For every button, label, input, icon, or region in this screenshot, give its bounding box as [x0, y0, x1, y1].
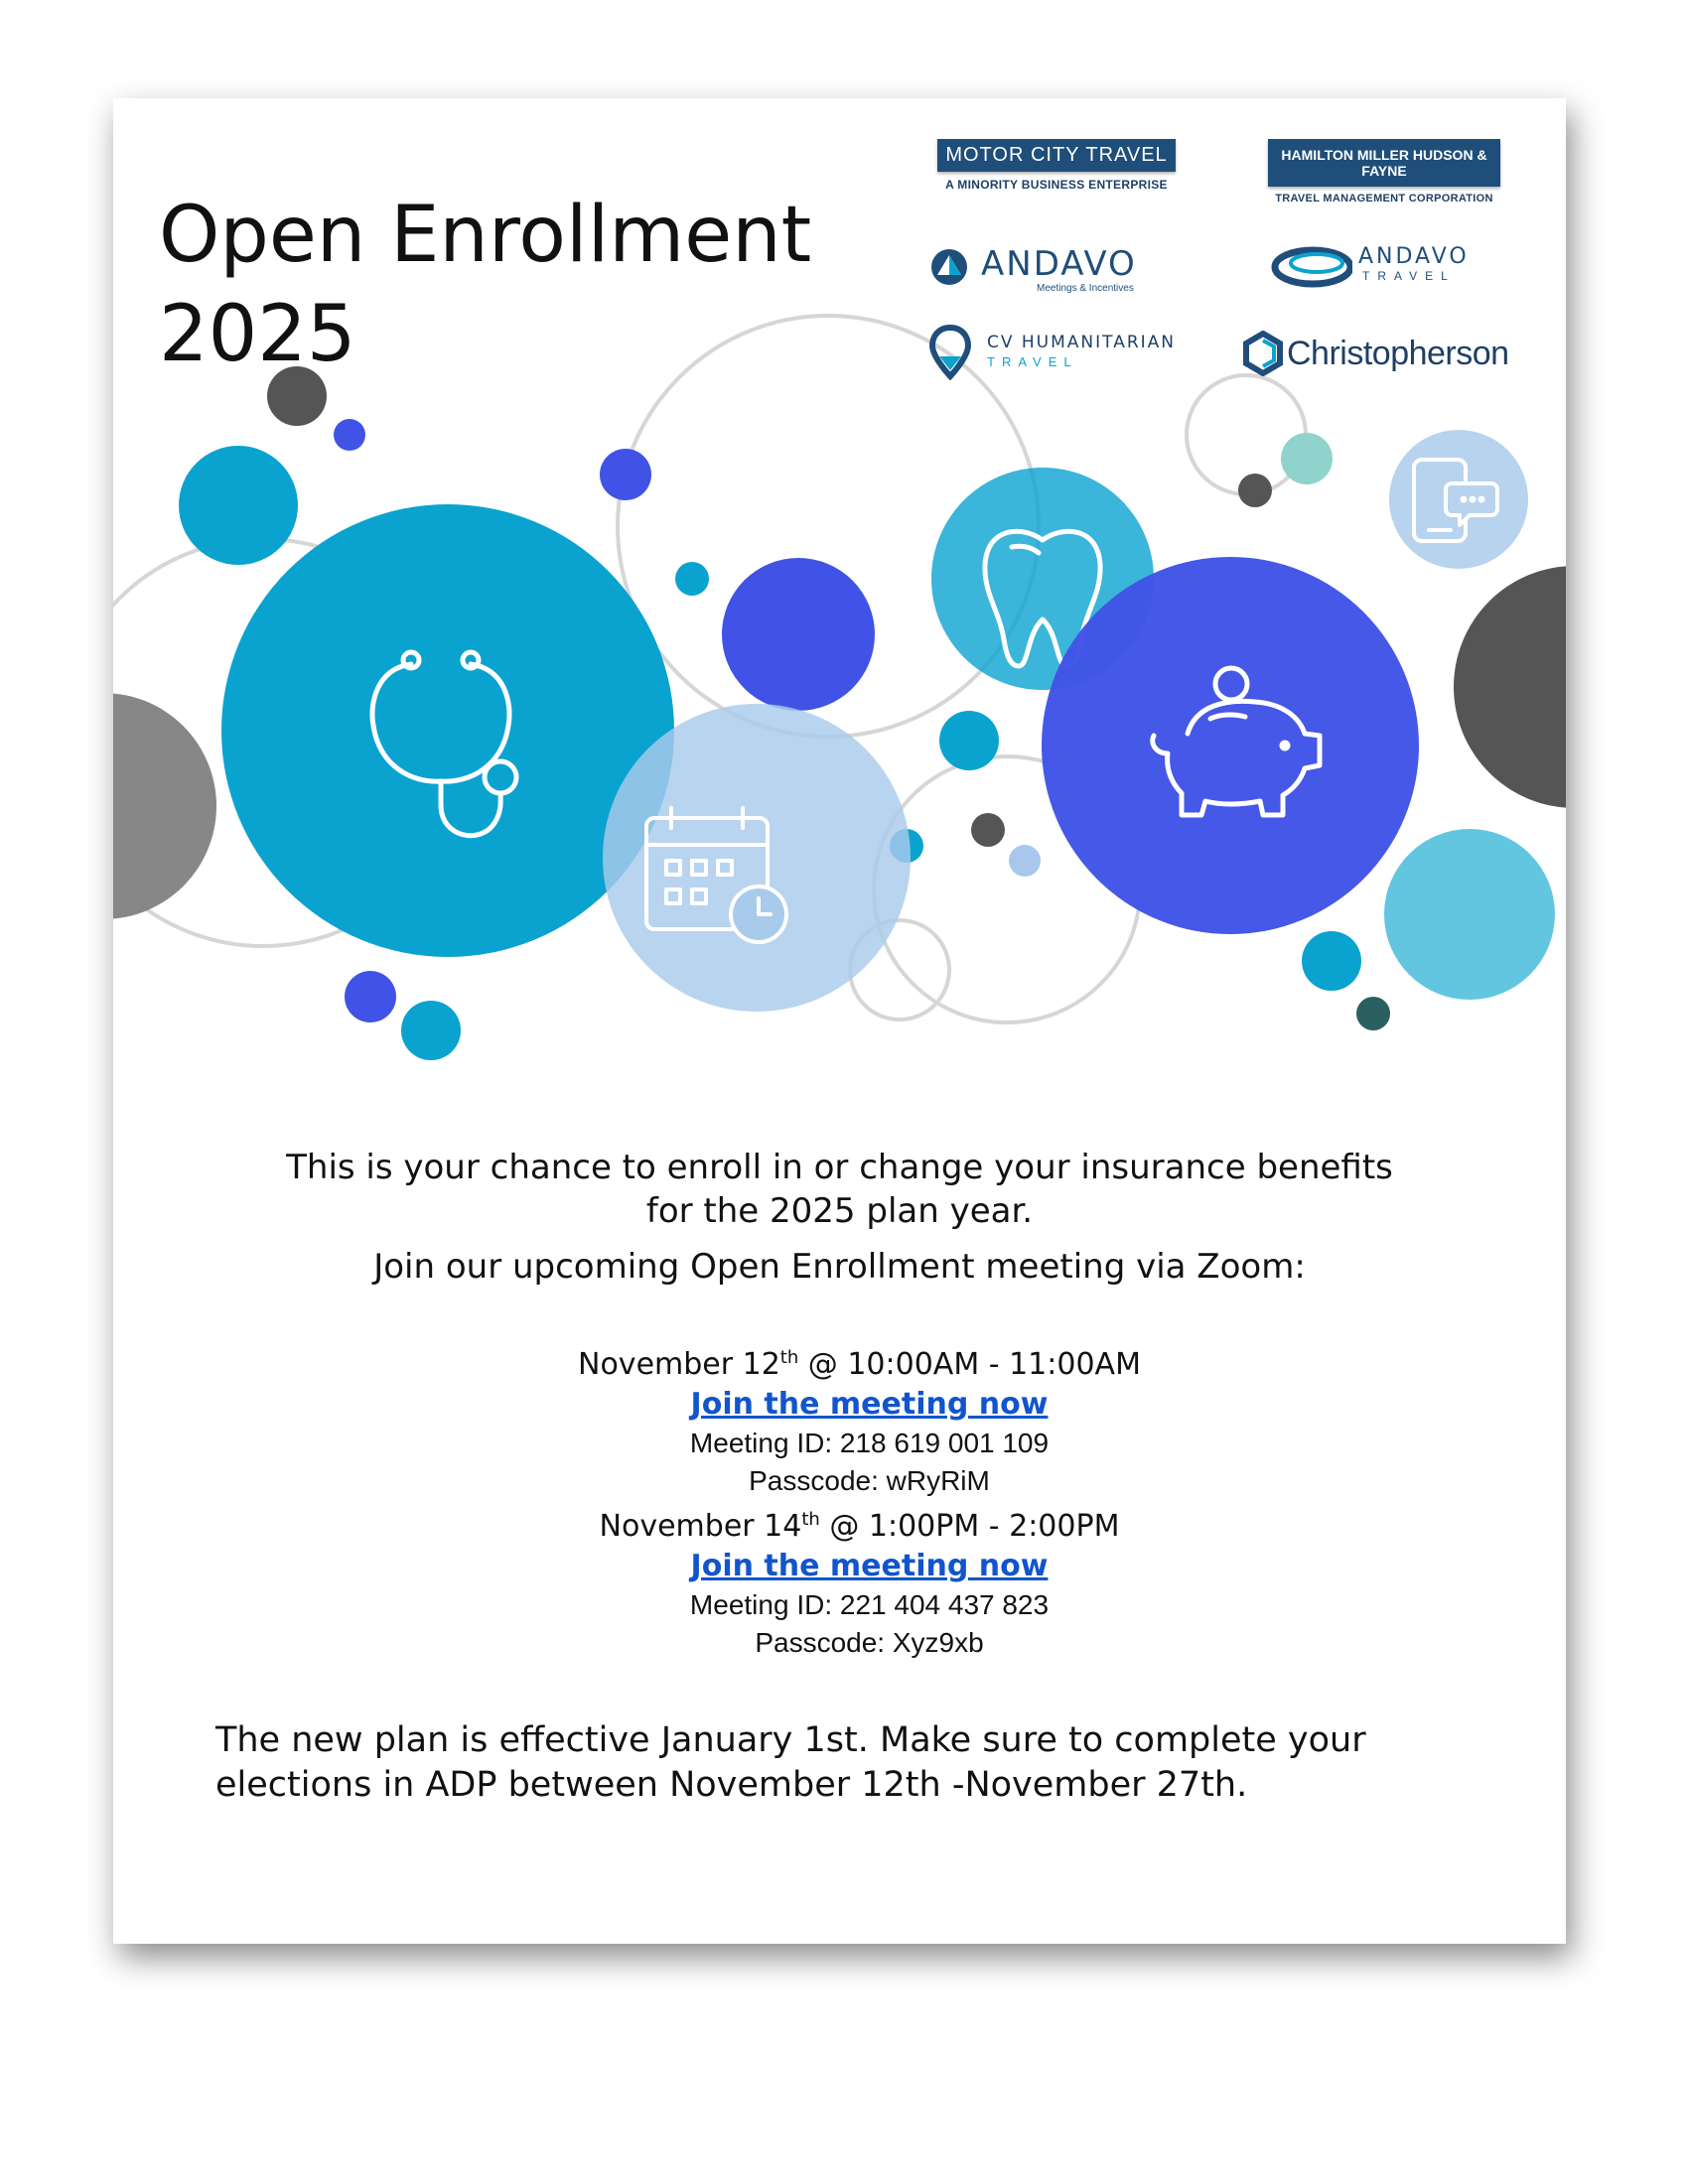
dot-teal	[1302, 931, 1361, 991]
cv-humanitarian-logo	[929, 325, 1217, 384]
andavo-meetings-tagline: Meetings & Incentives	[1037, 283, 1134, 294]
andavo-travel-tagline: TRAVEL	[1362, 269, 1456, 283]
dot-blue	[600, 449, 651, 500]
hamilton-logo	[1268, 139, 1500, 205]
gray-circle-left	[113, 693, 216, 919]
christopherson-logo	[1241, 331, 1559, 380]
content-section	[113, 1146, 1566, 1662]
closing-text	[215, 1718, 1506, 1808]
motor-city-name: MOTOR CITY TRAVEL	[937, 139, 1176, 172]
christopherson-mark-icon	[1241, 331, 1285, 376]
andavo-triangle-icon	[929, 247, 969, 287]
closing-line-2: elections in ADP between November 12th -November 27th.	[215, 1765, 1248, 1805]
location-pin-icon	[929, 325, 971, 380]
dot-dark	[1238, 474, 1272, 507]
session-1-meeting-id: Meeting ID: 218 619 001 109	[689, 1428, 1050, 1458]
hamilton-name: HAMILTON MILLER HUDSON & FAYNE	[1268, 139, 1500, 187]
motor-city-travel-logo	[937, 139, 1176, 192]
hamilton-tagline: TRAVEL MANAGEMENT CORPORATION	[1275, 193, 1493, 205]
session-1	[113, 1338, 1566, 1500]
dot-dark	[971, 813, 1005, 847]
page-title	[159, 186, 811, 384]
dot-blue	[334, 419, 365, 451]
session-1-date-text: November 12	[578, 1347, 780, 1382]
gray-circle-right	[1454, 566, 1566, 808]
andavo-travel-logo	[1271, 243, 1509, 299]
andavo-travel-name: ANDAVO	[1358, 244, 1470, 269]
session-2-time: @ 1:00PM - 2:00PM	[819, 1509, 1120, 1544]
title-line-2: 2025	[159, 290, 356, 379]
dot-teal	[401, 1001, 461, 1060]
join-zoom-heading: Join our upcoming Open Enrollment meeting via Zoom:	[373, 1247, 1306, 1287]
session-1-date-suffix: th	[779, 1347, 799, 1368]
intro-line-1: This is your chance to enroll in or change your insurance benefits	[286, 1148, 1393, 1187]
motor-city-tagline: A MINORITY BUSINESS ENTERPRISE	[945, 178, 1168, 192]
session-2-date-suffix: th	[801, 1509, 820, 1530]
title-line-1: Open Enrollment	[159, 191, 812, 280]
session-2-meeting-id: Meeting ID: 221 404 437 823	[689, 1589, 1050, 1620]
session-1-date	[153, 1338, 1566, 1385]
cv-humanitarian-tagline: TRAVEL	[987, 354, 1078, 369]
dot-light	[1009, 845, 1041, 877]
dot-teal	[179, 446, 298, 565]
dot-teal-light	[1384, 829, 1555, 1000]
christopherson-name: Christopherson	[1287, 335, 1509, 372]
intro-text	[113, 1146, 1566, 1233]
session-2-date	[153, 1500, 1566, 1547]
session-1-passcode: Passcode: wRyRiM	[749, 1465, 990, 1496]
andavo-swoosh-icon	[1271, 243, 1352, 289]
dot-teal	[675, 562, 709, 596]
andavo-meetings-name: ANDAVO	[981, 244, 1137, 284]
session-1-time: @ 10:00AM - 11:00AM	[798, 1347, 1141, 1382]
flyer-page	[113, 98, 1566, 1944]
session-2-date-text: November 14	[599, 1509, 802, 1544]
session-2-passcode: Passcode: Xyz9xb	[755, 1627, 984, 1658]
intro-line-2: for the 2025 plan year.	[645, 1191, 1034, 1231]
closing-line-1: The new plan is effective January 1st. Make sure to complete your	[215, 1720, 1366, 1760]
calendar-circle	[603, 704, 911, 1012]
piggy-bank-circle	[1042, 557, 1419, 934]
session-2-join-link[interactable]: Join the meeting now	[690, 1549, 1049, 1583]
dot-dark-teal	[1356, 997, 1390, 1030]
dot-blue-medium	[722, 558, 875, 711]
dot-mint	[1281, 433, 1333, 484]
session-1-join-link[interactable]: Join the meeting now	[690, 1387, 1049, 1422]
dot-blue	[345, 971, 396, 1023]
session-2	[113, 1500, 1566, 1662]
dot-teal	[939, 711, 999, 770]
cv-humanitarian-name: CV HUMANITARIAN	[987, 333, 1177, 352]
andavo-meetings-logo	[927, 245, 1166, 301]
